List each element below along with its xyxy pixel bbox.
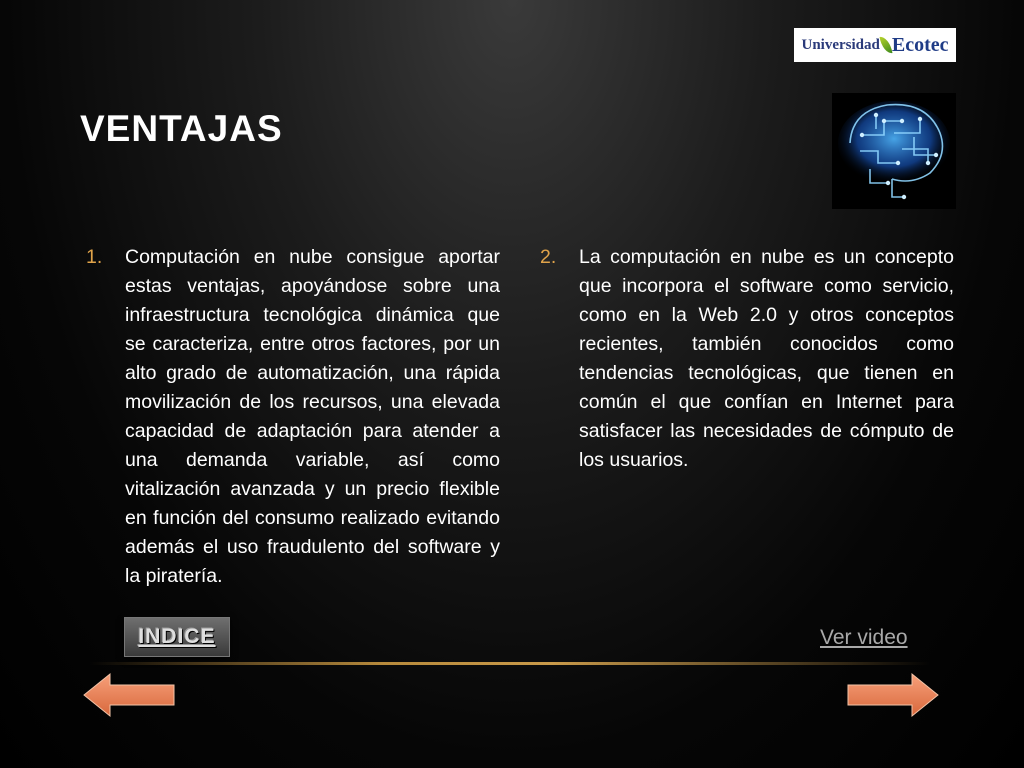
- university-logo: [794, 28, 956, 62]
- arrow-right-icon[interactable]: [846, 672, 940, 718]
- slide-title: VENTAJAS: [80, 108, 283, 149]
- logo-text-universidad: Universidad: [801, 36, 880, 53]
- item-number-2: 2.: [540, 246, 557, 268]
- leaf-icon: [879, 35, 892, 54]
- item-number-1: 1.: [86, 246, 103, 268]
- divider-line: [90, 662, 930, 665]
- item-text-1: Computación en nube consigue aportar estas ventajas, apoyándose sobre una infraestructura tecnológica dinámica que se caracteriza, entre otros factores, por un alto grado de automatización, una rápida movilización de los recursos, una elevada capacidad de adaptación para atender a una demanda variable, así como vitalización avanzada y un precio flexible en función del consumo realizado evitando además el uso fraudulento del software y la piratería.: [125, 246, 500, 587]
- arrow-left-icon[interactable]: [82, 672, 176, 718]
- item-text-2: La computación en nube es un concepto que incorpora el software como servicio, como en la Web 2.0 y otros conceptos recientes, también conocidos como tendencias tecnológicas, que tienen en común el que confían en Internet para satisfacer las necesidades de cómputo de los usuarios.: [579, 246, 954, 471]
- ver-video-link[interactable]: Ver video: [820, 626, 908, 649]
- logo-text-ecotec: Ecotec: [891, 33, 949, 56]
- advantage-item-2: [540, 243, 954, 475]
- circuit-brain-icon: [832, 93, 956, 209]
- indice-button[interactable]: INDICE: [124, 617, 230, 657]
- advantage-item-1: [86, 243, 500, 591]
